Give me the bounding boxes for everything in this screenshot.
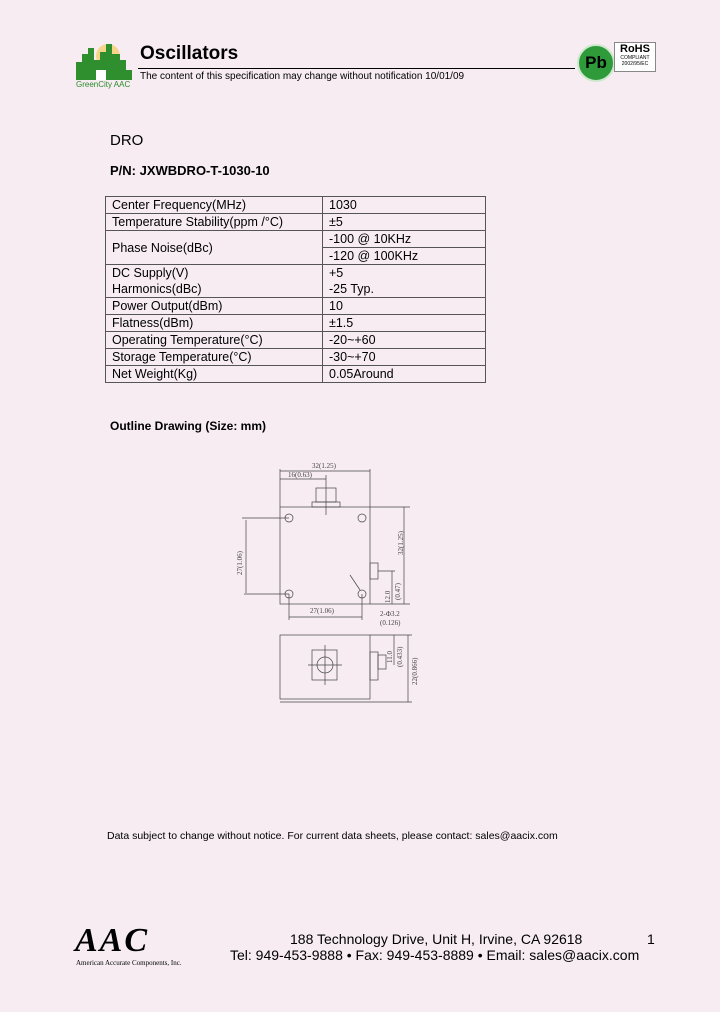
logo-text: GreenCity AAC: [76, 80, 131, 89]
product-type: DRO: [110, 132, 144, 149]
spec-value: ±1.5: [323, 315, 486, 332]
outline-drawing: [230, 455, 450, 715]
table-row: [106, 349, 486, 366]
contact-info: Tel: 949-453-9888 • Fax: 949-453-8889 • Email: sales@aacix.com: [230, 947, 640, 963]
dim-label: 12.0: [384, 590, 392, 603]
spec-value: -30~+70: [323, 349, 486, 366]
spec-label: DC Supply(V): [106, 265, 323, 282]
header-rule: [138, 68, 575, 69]
spec-label: Power Output(dBm): [106, 298, 323, 315]
rohs-sub: COMPLIANT 2002/95/EC: [620, 55, 650, 67]
page-number: 1: [647, 931, 655, 947]
part-number: P/N: JXWBDRO-T-1030-10: [110, 163, 270, 178]
dim-label: 27(1.06): [310, 607, 334, 615]
spec-label: Net Weight(Kg): [106, 366, 323, 383]
greencity-logo-icon: [74, 40, 134, 82]
spec-label: Harmonics(dBc): [106, 281, 323, 298]
table-row: [106, 366, 486, 383]
spec-value: 0.05Around: [323, 366, 486, 383]
dim-label: 2-Φ3.2: [380, 610, 400, 618]
lead-free-badge: Pb: [577, 44, 615, 82]
table-row: [106, 197, 486, 214]
rohs-label: RoHS: [620, 43, 650, 55]
spec-value: -120 @ 100KHz: [323, 248, 486, 265]
spec-label: Center Frequency(MHz): [106, 197, 323, 214]
disclaimer: Data subject to change without notice. For current data sheets, please contact: sales@aacix.com: [107, 830, 558, 842]
spec-value: +5: [323, 265, 486, 282]
spec-label: Temperature Stability(ppm /°C): [106, 214, 323, 231]
spec-label: Phase Noise(dBc): [106, 231, 323, 265]
table-row: [106, 315, 486, 332]
rohs-badge: [614, 42, 656, 72]
spec-value: 10: [323, 298, 486, 315]
dim-label: 16(0.63): [288, 471, 312, 479]
company-name: American Accurate Components, Inc.: [76, 959, 182, 967]
address: 188 Technology Drive, Unit H, Irvine, CA 92618: [290, 931, 583, 947]
dim-label: 27(1.06): [236, 551, 244, 575]
table-row: [106, 214, 486, 231]
dim-label: 32(1.25): [312, 462, 336, 470]
table-row: [106, 265, 486, 282]
dim-label: 22(0.866): [411, 657, 419, 685]
dim-label: 11.0: [386, 651, 394, 663]
dim-label: (0.126): [380, 619, 401, 627]
dim-label: 32(1.25): [397, 531, 405, 555]
spec-table: [105, 196, 486, 383]
spec-label: Operating Temperature(°C): [106, 332, 323, 349]
table-row: [106, 332, 486, 349]
aac-logo: AAC: [75, 922, 150, 959]
spec-value: -100 @ 10KHz: [323, 231, 486, 248]
table-row: [106, 298, 486, 315]
spec-value: -20~+60: [323, 332, 486, 349]
spec-label: Storage Temperature(°C): [106, 349, 323, 366]
page-title: Oscillators: [140, 43, 239, 64]
change-notice: The content of this specification may change without notification 10/01/09: [140, 71, 465, 82]
outline-title: Outline Drawing (Size: mm): [110, 419, 267, 433]
spec-label: Flatness(dBm): [106, 315, 323, 332]
spec-value: ±5: [323, 214, 486, 231]
spec-value: 1030: [323, 197, 486, 214]
table-row: [106, 231, 486, 248]
spec-value: -25 Typ.: [323, 281, 486, 298]
dim-label: (0.47): [394, 583, 402, 600]
table-row: [106, 281, 486, 298]
dim-label: (0.433): [396, 646, 404, 667]
